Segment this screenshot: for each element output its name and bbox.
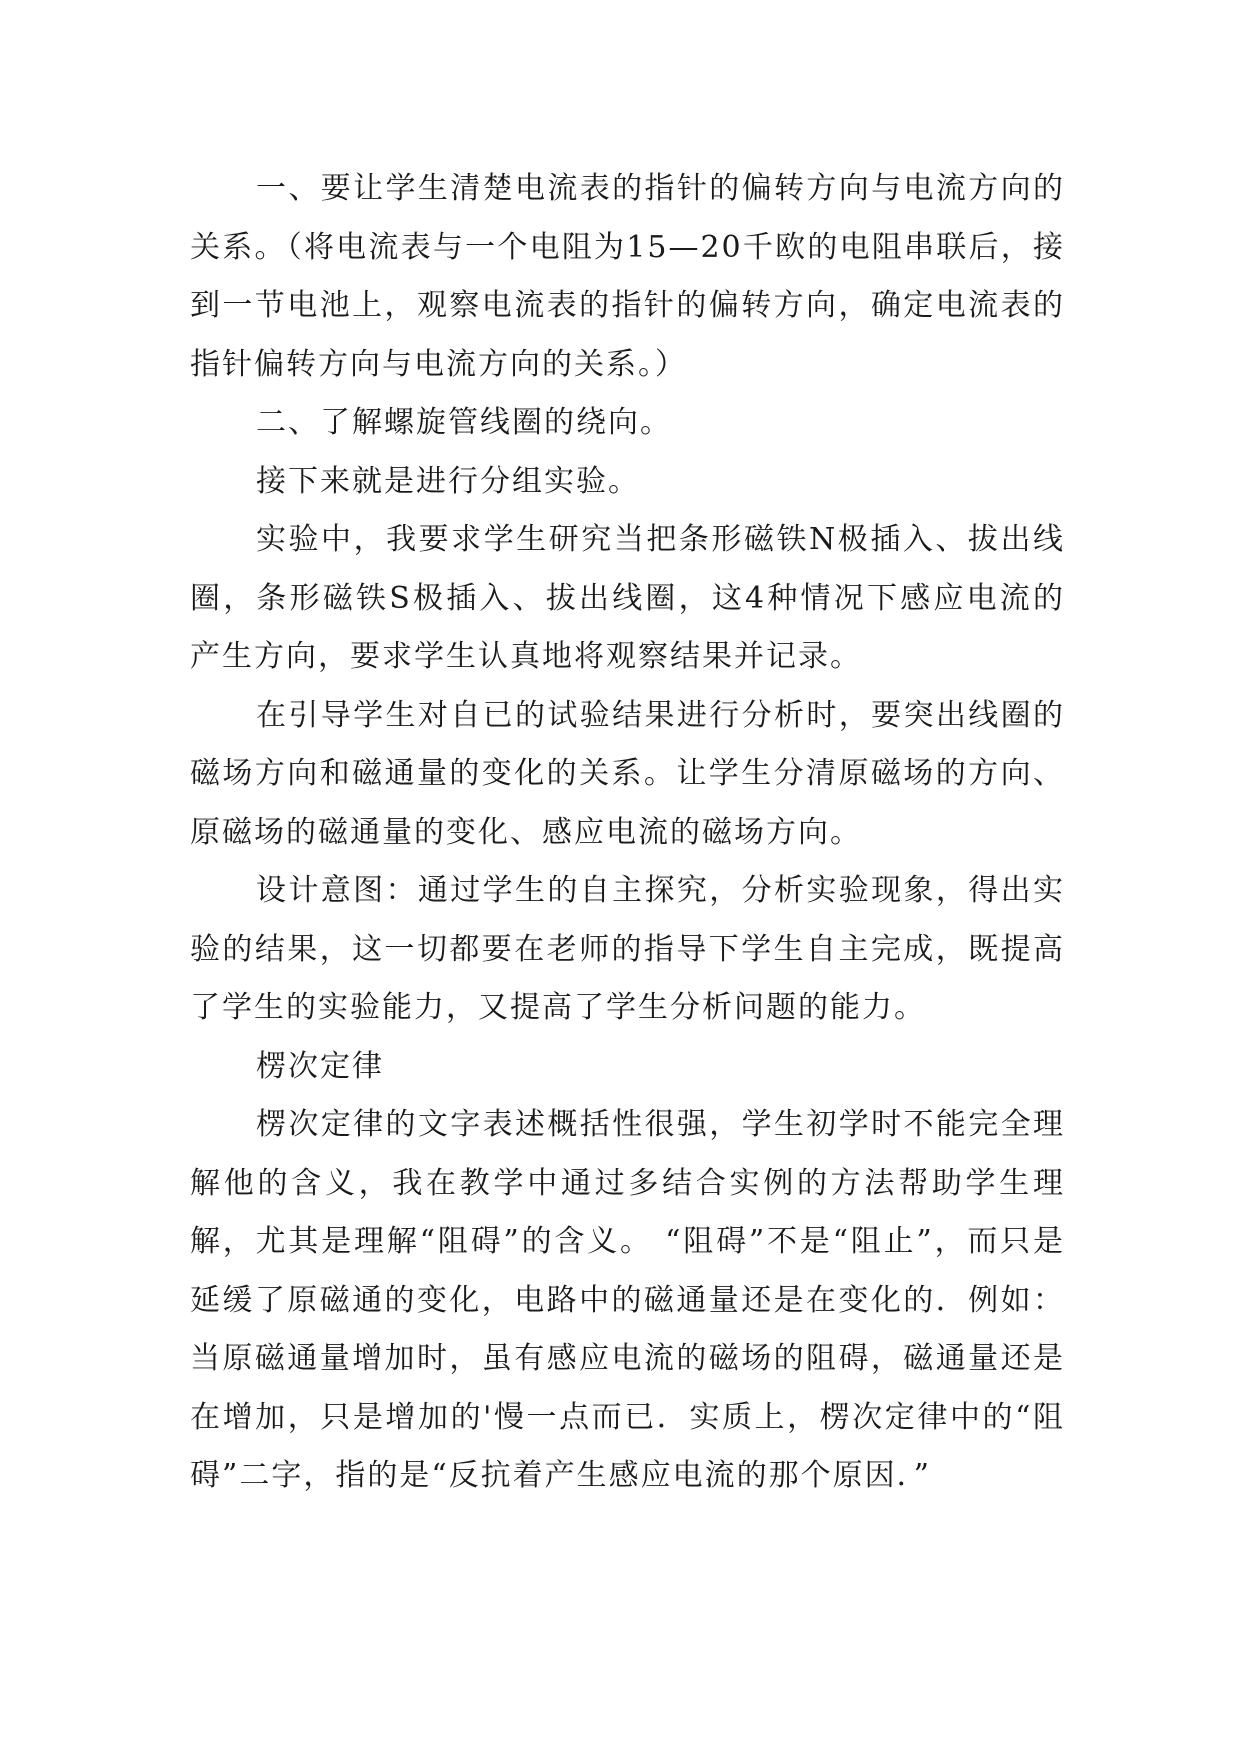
paragraph: 实验中，我要求学生研究当把条形磁铁N极插入、拔出线圈，条形磁铁S极插入、拔出线圈，这4种情况下感应电流的产生方向，要求学生认真地将观察结果并记录。	[190, 522, 1065, 674]
document-body	[190, 160, 1065, 1506]
paragraph: 二、了解螺旋管线圈的绕向。	[256, 405, 672, 440]
paragraph: 在引导学生对自已的试验结果进行分析时，要突出线圈的磁场方向和磁通量的变化的关系。让学生分清原磁场的方向、原磁场的磁通量的变化、感应电流的磁场方向。	[190, 697, 1065, 850]
section-heading: 楞次定律	[256, 1048, 384, 1084]
paragraph: 楞次定律的文字表述概括性很强，学生初学时不能完全理解他的含义，我在教学中通过多结合实例的方法帮助学生理解，尤其是理解“阻碍”的含义。 “阻碍”不是“阻止”，而只是延缓了原磁通的变化，电路中的磁通量还是在变化的．例如：当原磁通量增加时，虽有感应电流的磁场的阻碍，磁通量还是在增加，只是增加的'慢一点而已．实质上，楞次定律中的“阻碍”二字，指的是“反抗着产生感应电流的那个原因．”	[190, 1107, 1065, 1493]
paragraph: 设计意图：通过学生的自主探究，分析实验现象，得出实验的结果，这一切都要在老师的指导下学生自主完成，既提高了学生的实验能力，又提高了学生分析问题的能力。	[190, 873, 1065, 1025]
paragraph: 一、要让学生清楚电流表的指针的偏转方向与电流方向的关系。（将电流表与一个电阻为15—20千欧的电阻串联后，接到一节电池上，观察电流表的指针的偏转方向，确定电流表的指针偏转方向与电流方向的关系。）	[190, 171, 1065, 382]
paragraph: 接下来就是进行分组实验。	[256, 463, 640, 499]
